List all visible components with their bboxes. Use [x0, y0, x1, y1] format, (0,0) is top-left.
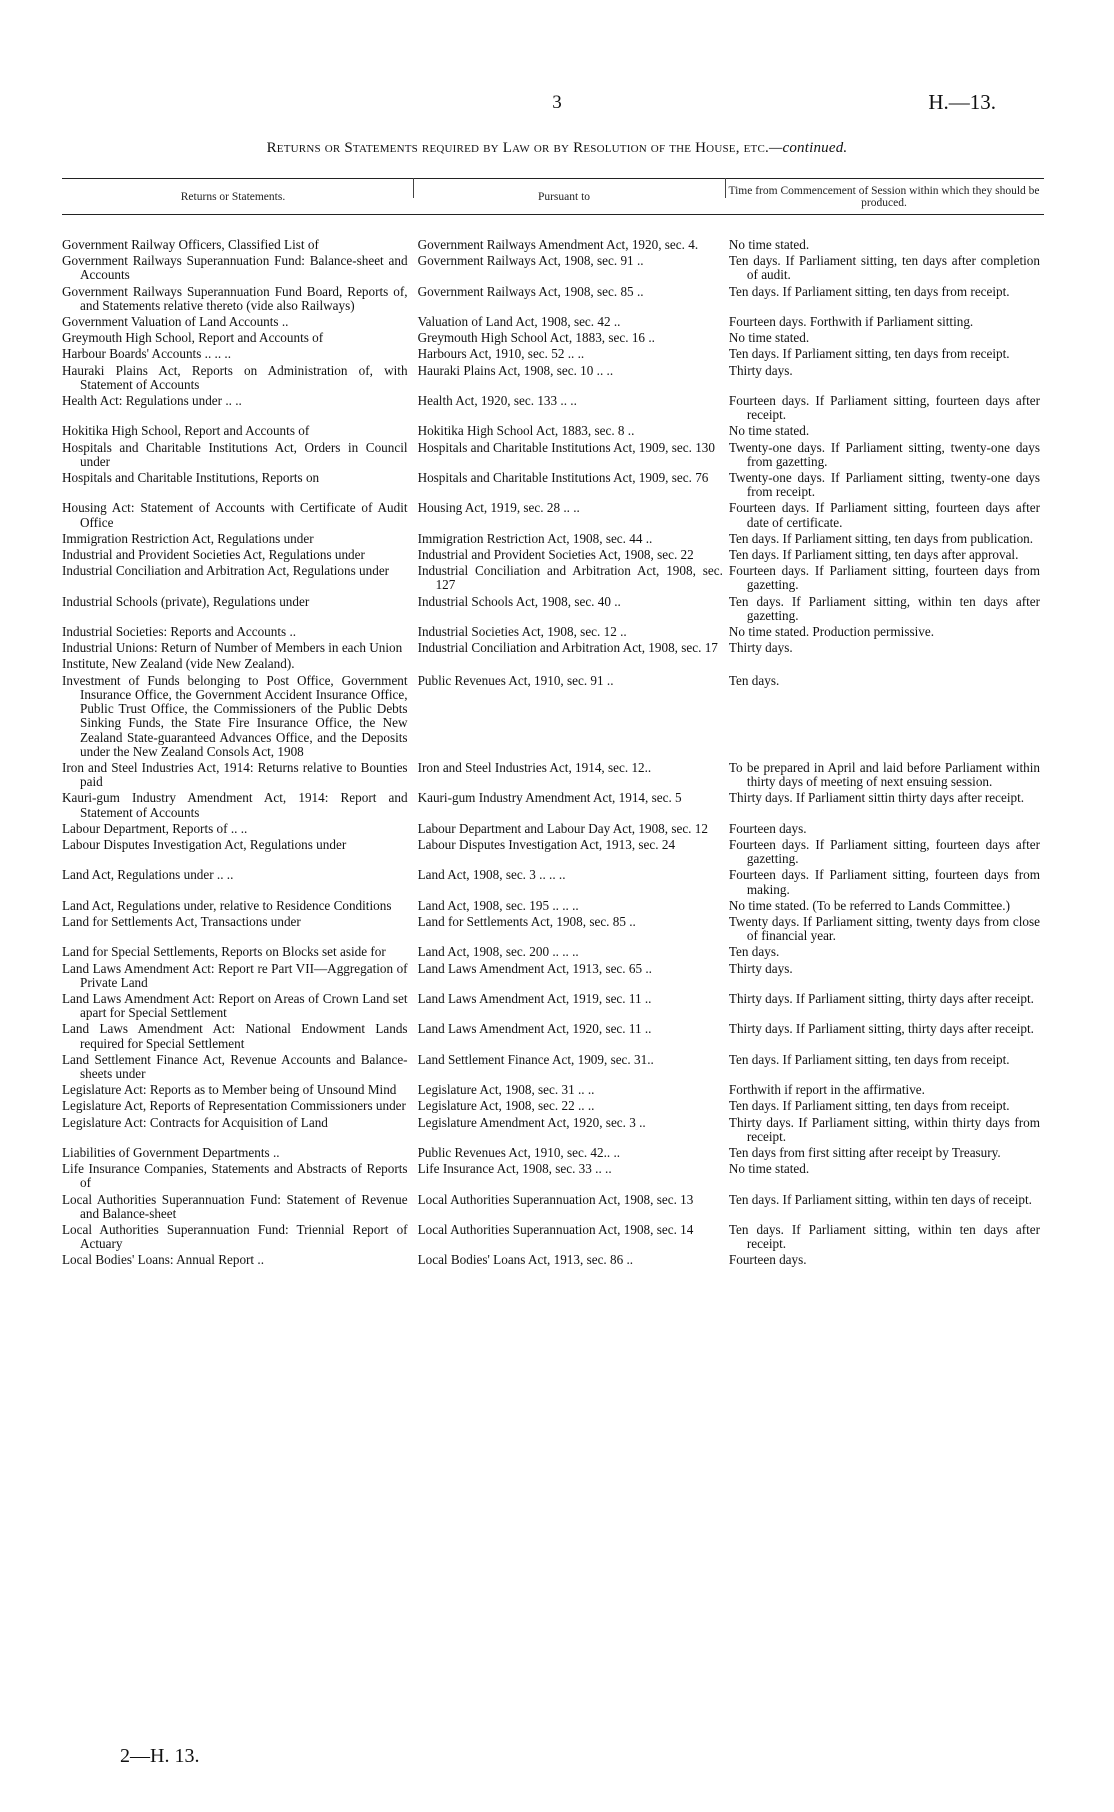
table-row — [62, 899, 1044, 913]
page-footer: 2—H. 13. — [120, 1745, 200, 1767]
table-row — [62, 1022, 1044, 1050]
cell-returns: Health Act: Regulations under .. .. — [62, 393, 242, 409]
table-row — [62, 548, 1044, 562]
cell-pursuant: Hospitals and Charitable Institutions Act, 1909, sec. 130 — [417, 439, 715, 455]
cell-pursuant: Industrial Societies Act, 1908, sec. 12 .. — [417, 624, 627, 640]
cell-time: No time stated. — [728, 423, 810, 439]
table-row — [62, 1053, 1044, 1081]
cell-time: Ten days. If Parliament sitting, ten days from receipt. — [728, 346, 1010, 362]
cell-time: Ten days. If Parliament sitting, ten days from publication. — [728, 530, 1034, 546]
table-row — [62, 1193, 1044, 1221]
table-row — [62, 761, 1044, 789]
cell-pursuant: Kauri-gum Industry Amendment Act, 1914, sec. 5 — [417, 790, 682, 806]
cell-returns: Labour Department, Reports of .. .. — [62, 820, 248, 836]
cell-returns: Government Railways Superannuation Fund: Balance-sheet and Accounts — [62, 253, 408, 283]
cell-time: No time stated. Production permissive. — [728, 624, 935, 640]
table-row — [62, 394, 1044, 422]
table-row — [62, 424, 1044, 438]
cell-pursuant: Local Authorities Superannuation Act, 1908, sec. 13 — [417, 1191, 694, 1207]
cell-pursuant: Legislature Act, 1908, sec. 31 .. .. — [417, 1082, 595, 1098]
cell-pursuant: Hospitals and Charitable Institutions Act, 1909, sec. 76 — [417, 470, 709, 486]
table-row — [62, 441, 1044, 469]
cell-returns: Government Valuation of Land Accounts .. — [62, 314, 289, 330]
cell-time: Ten days. If Parliament sitting, within ten days of receipt. — [728, 1191, 1032, 1207]
table-row — [62, 822, 1044, 836]
cell-time: Fourteen days. If Parliament sitting, fourteen days from making. — [728, 867, 1040, 897]
cell-time: Fourteen days. If Parliament sitting, fourteen days after date of certificate. — [728, 500, 1040, 530]
table-row — [62, 285, 1044, 313]
cell-pursuant: Health Act, 1920, sec. 133 .. .. — [417, 393, 577, 409]
cell-returns: Investment of Funds belonging to Post Office, Government Insurance Office, the Government Accident Insurance Office, Public Trust Office, the Commissioners of the Public Debts Sinking Funds, the State Fire Insurance Office, the New Zealand State-guaranteed Advances Office, and the Deposits under the New Zealand Consols Act, 1908 — [62, 672, 408, 759]
table-row — [62, 238, 1044, 252]
table-row — [62, 625, 1044, 639]
table-row — [62, 791, 1044, 819]
cell-time: No time stated. — [728, 237, 810, 252]
cell-returns: Land Laws Amendment Act: National Endowment Lands required for Special Settlement — [62, 1021, 408, 1051]
table-rows — [62, 238, 1044, 1270]
cell-time: No time stated. — [728, 330, 810, 346]
cell-pursuant: Industrial Conciliation and Arbitration Act, 1908, sec. 17 — [417, 640, 718, 656]
cell-pursuant: Public Revenues Act, 1910, sec. 42.. .. — [417, 1144, 621, 1160]
table-row — [62, 1083, 1044, 1097]
table-row — [62, 915, 1044, 943]
cell-pursuant: Hokitika High School Act, 1883, sec. 8 .. — [417, 423, 635, 439]
table-row — [62, 471, 1044, 499]
page-heading — [0, 140, 1114, 157]
cell-returns: Iron and Steel Industries Act, 1914: Returns relative to Bounties paid — [62, 759, 408, 790]
cell-time: Ten days. If Parliament sitting, ten days from receipt. — [728, 1098, 1010, 1114]
cell-returns: Immigration Restriction Act, Regulations under — [62, 530, 314, 546]
cell-returns: Hauraki Plains Act, Reports on Administration of, with Statement of Accounts — [62, 362, 408, 392]
cell-pursuant: Local Bodies' Loans Act, 1913, sec. 86 .. — [417, 1252, 634, 1268]
cell-returns: Harbour Boards' Accounts .. .. .. — [62, 346, 232, 362]
table-row — [62, 868, 1044, 896]
cell-pursuant: Industrial Conciliation and Arbitration Act, 1908, sec. 127 — [417, 563, 723, 593]
cell-pursuant: Harbours Act, 1910, sec. 52 .. .. — [417, 346, 585, 362]
cell-time: Ten days. If Parliament sitting, within ten days after receipt. — [728, 1222, 1040, 1252]
cell-time: Twenty days. If Parliament sitting, twenty days from close of financial year. — [728, 913, 1040, 944]
cell-time: Forthwith if report in the affirmative. — [728, 1082, 925, 1098]
table-row — [62, 962, 1044, 990]
cell-pursuant: Public Revenues Act, 1910, sec. 91 .. — [417, 672, 614, 688]
cell-time: Thirty days. If Parliament sitting, within thirty days from receipt. — [728, 1114, 1040, 1144]
cell-pursuant: Land Act, 1908, sec. 195 .. .. .. — [417, 897, 579, 913]
table-row — [62, 347, 1044, 361]
cell-returns: Legislature Act, Reports of Representation Commissioners under — [62, 1098, 406, 1114]
cell-time: Ten days. If Parliament sitting, ten days from receipt. — [728, 283, 1010, 299]
cell-time: No time stated. (To be referred to Lands Committee.) — [728, 897, 1010, 913]
table-row — [62, 564, 1044, 592]
table-row — [62, 1146, 1044, 1160]
table-row — [62, 364, 1044, 392]
table-row — [62, 1253, 1044, 1267]
table-row — [62, 945, 1044, 959]
page-number: 3 — [552, 92, 562, 113]
cell-pursuant: Hauraki Plains Act, 1908, sec. 10 .. .. — [417, 362, 614, 378]
cell-returns: Local Authorities Superannuation Fund: Statement of Revenue and Balance-sheet — [62, 1191, 408, 1221]
cell-pursuant — [418, 657, 729, 671]
cell-returns: Industrial Conciliation and Arbitration Act, Regulations under — [62, 563, 390, 579]
cell-returns: Greymouth High School, Report and Accounts of — [62, 330, 324, 346]
header-rule-top — [62, 178, 1044, 179]
cell-returns: Industrial Unions: Return of Number of Members in each Union — [62, 640, 403, 656]
cell-returns: Housing Act: Statement of Accounts with Certificate of Audit Office — [62, 500, 408, 530]
table-row — [62, 1223, 1044, 1251]
cell-pursuant: Government Railways Act, 1908, sec. 91 .. — [417, 253, 644, 269]
cell-time: To be prepared in April and laid before Parliament within thirty days of meeting of next ensuing session. — [728, 759, 1040, 790]
cell-returns: Government Railways Superannuation Fund Board, Reports of, and Statements relative thereto (vide also Railways) — [62, 283, 408, 313]
table-row — [62, 254, 1044, 282]
cell-time: Twenty-one days. If Parliament sitting, twenty-one days from receipt. — [728, 470, 1040, 500]
cell-returns: Kauri-gum Industry Amendment Act, 1914: Report and Statement of Accounts — [62, 790, 408, 820]
cell-pursuant: Labour Disputes Investigation Act, 1913, sec. 24 — [417, 836, 676, 852]
heading-text: Returns or Statements required by Law or by Resolution of the House, etc. — [266, 140, 769, 156]
cell-pursuant: Valuation of Land Act, 1908, sec. 42 .. — [417, 314, 621, 330]
header-time: Time from Commencement of Session within which they should be produced. — [728, 185, 1040, 209]
cell-time: Ten days. If Parliament sitting, ten days after approval. — [728, 547, 1019, 563]
table-row — [62, 595, 1044, 623]
cell-time: Fourteen days. If Parliament sitting, fourteen days after receipt. — [728, 393, 1040, 423]
column-divider-1 — [413, 178, 414, 198]
table-row — [62, 331, 1044, 345]
table-row — [62, 1162, 1044, 1190]
cell-time: Fourteen days. Forthwith if Parliament sitting. — [728, 314, 974, 330]
cell-returns: Industrial Schools (private), Regulations under — [62, 593, 310, 609]
table-row — [62, 532, 1044, 546]
document-code: H.—13. — [928, 90, 996, 114]
cell-pursuant: Government Railways Act, 1908, sec. 85 .. — [417, 283, 644, 299]
cell-returns: Hospitals and Charitable Institutions, Reports on — [62, 470, 320, 486]
cell-returns: Local Bodies' Loans: Annual Report .. — [62, 1252, 264, 1268]
cell-returns: Land Act, Regulations under, relative to Residence Conditions — [62, 897, 392, 913]
cell-pursuant: Labour Department and Labour Day Act, 1908, sec. 12 — [417, 820, 708, 836]
cell-pursuant: Industrial and Provident Societies Act, 1908, sec. 22 — [417, 547, 694, 563]
header-rule-bottom — [62, 214, 1044, 215]
cell-returns: Local Authorities Superannuation Fund: Triennial Report of Actuary — [62, 1222, 408, 1252]
cell-pursuant: Land Laws Amendment Act, 1913, sec. 65 .. — [417, 960, 652, 976]
cell-returns: Legislature Act: Reports as to Member being of Unsound Mind — [62, 1082, 397, 1098]
heading-continued: —continued. — [768, 140, 848, 156]
cell-pursuant: Legislature Amendment Act, 1920, sec. 3 .. — [417, 1114, 646, 1130]
table-row — [62, 1099, 1044, 1113]
cell-time: Ten days. If Parliament sitting, within ten days after gazetting. — [728, 593, 1040, 623]
cell-time: Ten days. If Parliament sitting, ten days after completion of audit. — [728, 253, 1040, 283]
cell-time: Fourteen days. If Parliament sitting, fourteen days after gazetting. — [728, 836, 1040, 867]
cell-time: Ten days. If Parliament sitting, ten days from receipt. — [728, 1051, 1010, 1067]
cell-pursuant: Land Laws Amendment Act, 1920, sec. 11 .. — [417, 1021, 652, 1037]
cell-returns: Land Act, Regulations under .. .. — [62, 867, 234, 883]
cell-pursuant: Legislature Act, 1908, sec. 22 .. .. — [417, 1098, 595, 1114]
cell-time: No time stated. — [728, 1161, 810, 1177]
cell-time: Thirty days. If Parliament sittin thirty days after receipt. — [728, 790, 1025, 806]
cell-returns: Labour Disputes Investigation Act, Regulations under — [62, 836, 347, 852]
cell-pursuant: Government Railways Amendment Act, 1920, sec. 4. — [417, 237, 699, 252]
cell-returns: Hospitals and Charitable Institutions Act, Orders in Council under — [62, 439, 408, 469]
cell-pursuant: Greymouth High School Act, 1883, sec. 16 .. — [417, 330, 655, 346]
table-row — [62, 501, 1044, 529]
cell-time: Fourteen days. — [728, 820, 807, 836]
cell-returns: Government Railway Officers, Classified List of — [62, 237, 319, 252]
cell-returns: Land for Special Settlements, Reports on Blocks set aside for — [62, 944, 386, 960]
cell-time: Thirty days. — [728, 362, 793, 378]
table-row — [62, 838, 1044, 866]
cell-pursuant: Land Act, 1908, sec. 3 .. .. .. — [417, 867, 566, 883]
cell-pursuant: Life Insurance Act, 1908, sec. 33 .. .. — [417, 1161, 612, 1177]
table-row — [62, 657, 1044, 671]
cell-returns: Legislature Act: Contracts for Acquisition of Land — [62, 1114, 328, 1130]
cell-returns: Land Laws Amendment Act: Report on Areas of Crown Land set apart for Special Settlement — [62, 990, 408, 1021]
cell-returns: Industrial Societies: Reports and Accounts .. — [62, 624, 297, 640]
cell-time: Fourteen days. — [728, 1252, 807, 1268]
cell-returns: Institute, New Zealand (vide New Zealand). — [62, 656, 295, 672]
cell-time: Thirty days. If Parliament sitting, thirty days after receipt. — [728, 1021, 1034, 1037]
cell-time — [729, 657, 1044, 671]
cell-pursuant: Local Authorities Superannuation Act, 1908, sec. 14 — [417, 1222, 694, 1237]
cell-time: Twenty-one days. If Parliament sitting, twenty-one days from gazetting. — [728, 439, 1040, 469]
cell-time: Thirty days. — [728, 960, 793, 976]
cell-pursuant: Housing Act, 1919, sec. 28 .. .. — [417, 500, 580, 516]
cell-time: Ten days. — [728, 672, 780, 688]
cell-pursuant: Iron and Steel Industries Act, 1914, sec. 12.. — [417, 759, 652, 775]
cell-returns: Life Insurance Companies, Statements and Abstracts of Reports of — [62, 1161, 408, 1191]
table-row — [62, 315, 1044, 329]
cell-pursuant: Industrial Schools Act, 1908, sec. 40 .. — [417, 593, 621, 609]
table-row — [62, 641, 1044, 655]
cell-returns: Hokitika High School, Report and Accounts of — [62, 423, 310, 439]
cell-pursuant: Land Laws Amendment Act, 1919, sec. 11 .. — [417, 990, 652, 1006]
header-pursuant: Pursuant to — [537, 191, 591, 203]
cell-time: Thirty days. — [728, 640, 793, 656]
cell-returns: Liabilities of Government Departments .. — [62, 1144, 280, 1160]
table-row — [62, 674, 1044, 759]
cell-returns: Land Settlement Finance Act, Revenue Accounts and Balance-sheets under — [62, 1051, 408, 1081]
cell-returns: Land for Settlements Act, Transactions under — [62, 913, 301, 929]
cell-time: Ten days. — [728, 944, 780, 960]
table-row — [62, 992, 1044, 1020]
cell-time: Ten days from first sitting after receipt by Treasury. — [728, 1144, 1001, 1160]
column-divider-2 — [725, 178, 726, 198]
cell-pursuant: Land Act, 1908, sec. 200 .. .. .. — [417, 944, 579, 960]
cell-time: Fourteen days. If Parliament sitting, fourteen days from gazetting. — [728, 563, 1040, 593]
cell-pursuant: Immigration Restriction Act, 1908, sec. 44 .. — [417, 530, 653, 546]
table-row — [62, 1116, 1044, 1144]
cell-pursuant: Land Settlement Finance Act, 1909, sec. 31.. — [417, 1051, 654, 1067]
cell-returns: Land Laws Amendment Act: Report re Part VII—Aggregation of Private Land — [62, 960, 408, 990]
header-returns: Returns or Statements. — [180, 191, 286, 203]
cell-pursuant: Land for Settlements Act, 1908, sec. 85 .. — [417, 913, 636, 929]
cell-time: Thirty days. If Parliament sitting, thirty days after receipt. — [728, 990, 1034, 1006]
cell-returns: Industrial and Provident Societies Act, Regulations under — [62, 547, 365, 563]
